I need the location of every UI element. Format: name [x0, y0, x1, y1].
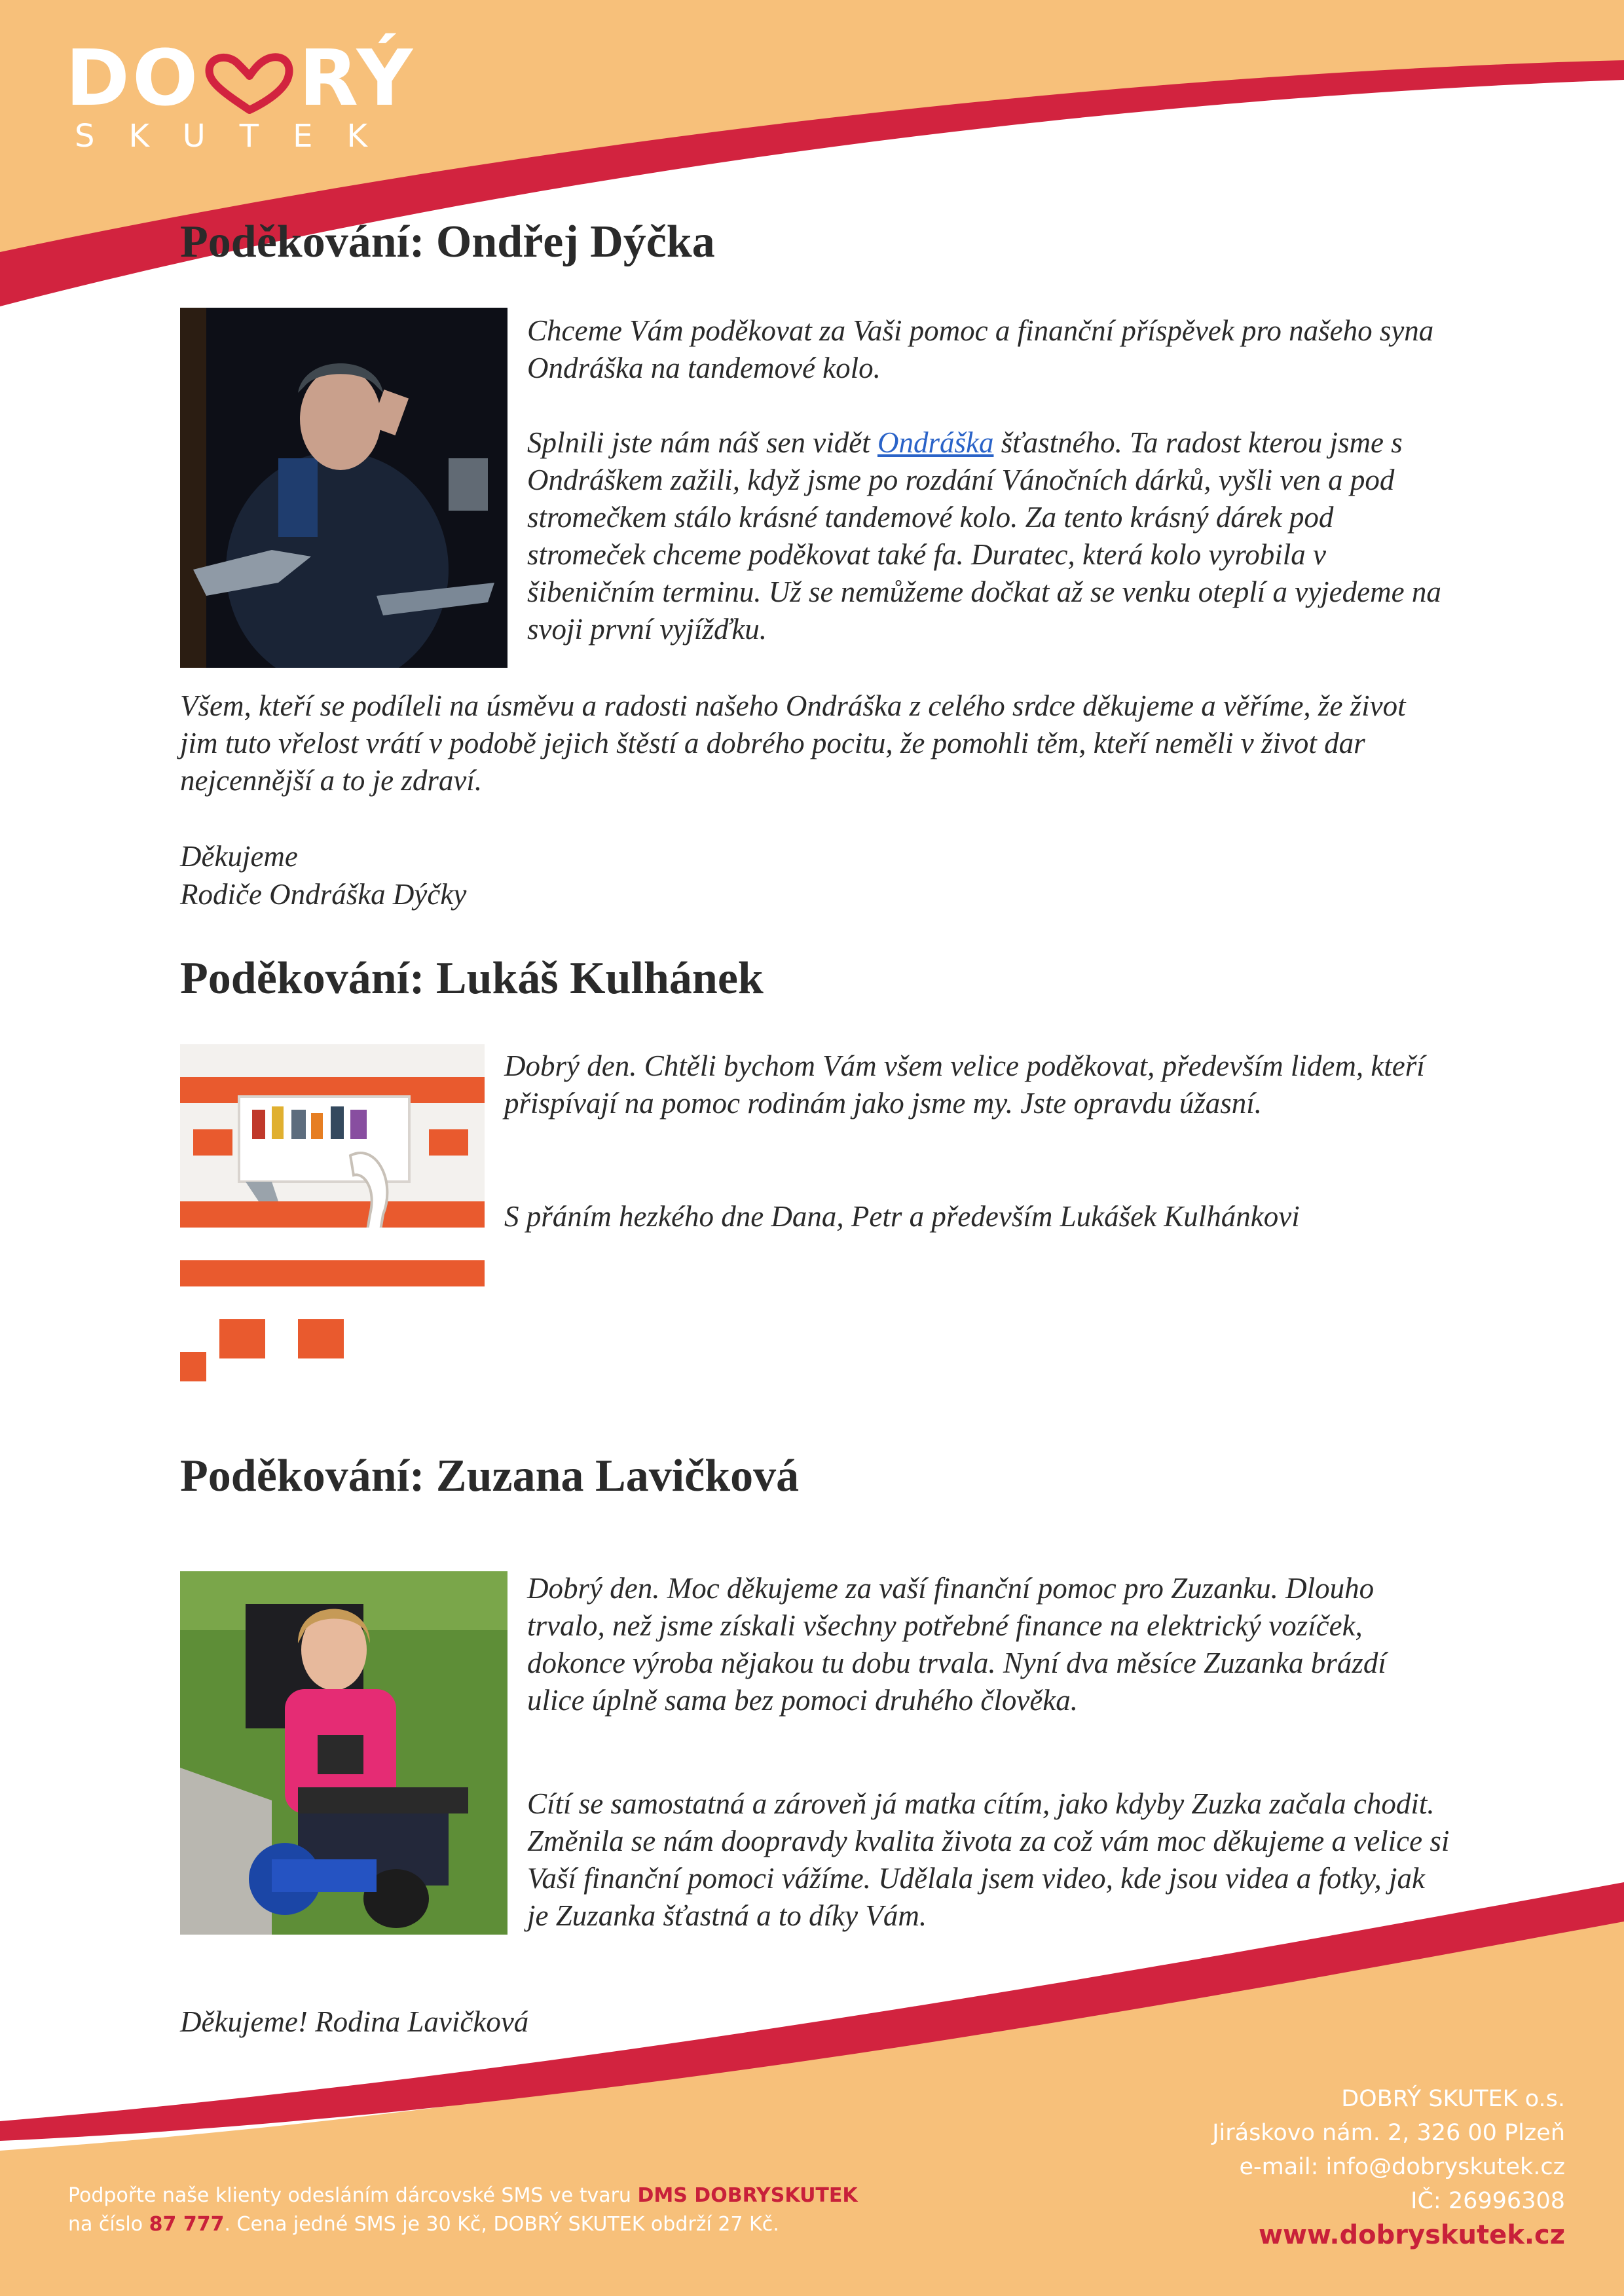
lukas-paragraph-2: S přáním hezkého dne Dana, Petr a především Lukášek Kulhánkovi [504, 1200, 1300, 1233]
sms-keyword: DMS DOBRYSKUTEK [637, 2184, 858, 2207]
ondrej-paragraph-2-end: šťastného. Ta radost kterou jsme s Ondráškem zažili, když jsme po rozdání Vánočních dárků, vyšli ven a pod stromečkem stálo krásné tandemové kolo. Za tento krásný dárek pod stromeček chceme poděkovat také fa. Duratec, která kolo vyrobila v šibeničním terminu. Už se nemůžeme dočkat až se venku oteplí a vyjedeme na svoji první vyjížďku. [527, 426, 1441, 646]
footer-email[interactable]: e-mail: info@dobryskutek.cz [1239, 2154, 1565, 2180]
ondrej-paragraph-1: Chceme Vám poděkovat za Vaši pomoc a finanční příspěvek pro našeho syna Ondráška na tandemové kolo. [527, 314, 1434, 384]
footer-contact [1212, 2082, 1565, 2252]
section-title-ondrej: Poděkování: Ondřej Dýčka [180, 217, 715, 267]
sms-line-2-prefix: na číslo [68, 2213, 149, 2236]
boy-with-bicycle-photo [180, 308, 507, 668]
ondrej-signature-thanks: Děkujeme [180, 840, 298, 873]
section-title-zuzana: Poděkování: Zuzana Lavičková [180, 1451, 800, 1501]
footer-sms-info [68, 2181, 858, 2239]
ondrej-paragraph-2 [527, 424, 1444, 648]
footer-ic: IČ: 26996308 [1411, 2188, 1565, 2214]
ondrasek-link[interactable]: Ondráška [877, 426, 994, 459]
ondrej-paragraph-2-start: Splnili jste nám náš sen vidět [527, 426, 877, 459]
girl-in-wheelchair-photo [180, 1571, 507, 1935]
lukas-paragraph-1: Dobrý den. Chtěli bychom Vám všem velice poděkovat, především lidem, kteří přispívají na pomoc rodinám jako jsme my. Jste opravdu úžasní. [504, 1049, 1425, 1120]
bathroom-photo [180, 1044, 485, 1381]
ondrej-signature-parents: Rodiče Ondráška Dýčky [180, 878, 467, 911]
footer-address: Jiráskovo nám. 2, 326 00 Plzeň [1212, 2120, 1565, 2146]
sms-line-2-suffix: . Cena jedné SMS je 30 Kč, DOBRÝ SKUTEK obdrží 27 Kč. [224, 2213, 779, 2236]
dobry-skutek-logo [65, 26, 416, 157]
logo-text-right: RÝ [299, 33, 416, 123]
zuzana-signature: Děkujeme! Rodina Lavičková [180, 2005, 529, 2038]
logo-subtitle: SKUTEK [75, 118, 401, 155]
footer-website-link[interactable]: www.dobryskutek.cz [1259, 2220, 1565, 2250]
zuzana-paragraph-2: Cítí se samostatná a zároveň já matka cítím, jako kdyby Zuzka začala chodit. Změnila se nám doopravdy kvalita života za což vám moc děkujeme a velice si Vaší finanční pomoci vážíme. Udělala jsem video, kde jsou videa a fotky, jak je Zuzanka šťastná a to díky Vám. [527, 1787, 1450, 1932]
zuzana-paragraph-1: Dobrý den. Moc děkujeme za vaší finanční pomoc pro Zuzanku. Dlouho trvalo, než jsme získali všechny potřebné finance na elektrický vozíček, dokonce výroba nějakou tu dobu trvala. Nyní dva měsíce Zuzanka brázdí ulice úplně sama bez pomoci druhého člověka. [527, 1572, 1386, 1717]
sms-line-1: Podpořte naše klienty odesláním dárcovské SMS ve tvaru [68, 2184, 638, 2207]
heart-icon [200, 51, 299, 117]
ondrej-paragraph-3: Všem, kteří se podíleli na úsměvu a radosti našeho Ondráška z celého srdce děkujeme a věříme, že život jim tuto vřelost vrátí v podobě jejich štěstí a dobrého pocitu, že pomohli těm, kteří neměli v život dar nejcennější a to je zdraví. [180, 689, 1406, 797]
sms-number: 87 777 [149, 2213, 225, 2236]
section-title-lukas: Poděkování: Lukáš Kulhánek [180, 953, 764, 1004]
footer-org-name: DOBRÝ SKUTEK o.s. [1341, 2086, 1565, 2112]
logo-text-left: DO [65, 33, 201, 123]
